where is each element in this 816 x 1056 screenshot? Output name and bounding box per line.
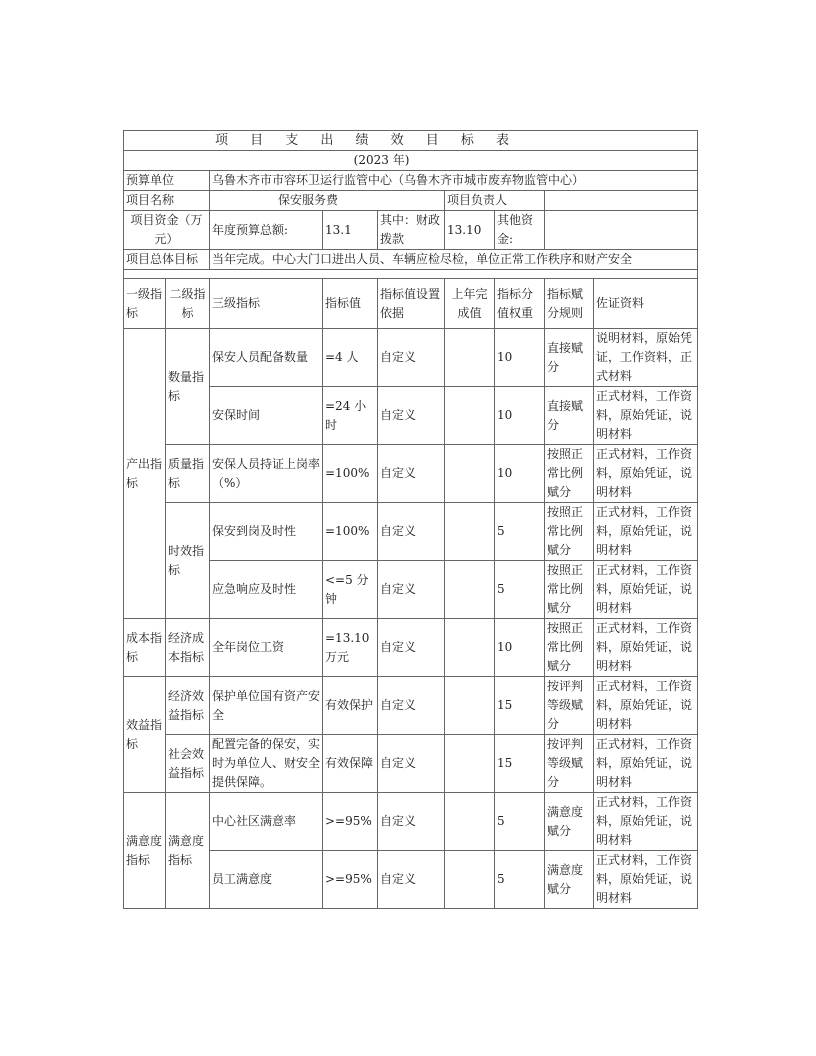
row-indicator: 中心社区满意率 <box>210 793 323 851</box>
fiscal-label: 其中：财政拨款 <box>378 211 445 250</box>
row-value: =24 小时 <box>323 387 378 445</box>
annual-budget-label: 年度预算总额: <box>210 211 323 250</box>
row-last-year <box>445 387 495 445</box>
other-funds-value <box>545 211 698 250</box>
budget-unit-row <box>124 171 698 191</box>
table-row <box>124 329 698 387</box>
project-name-label: 项目名称 <box>124 191 210 211</box>
row-indicator: 全年岗位工资 <box>210 619 323 677</box>
row-value: >=95% <box>323 793 378 851</box>
group-output: 产出指标 <box>124 329 166 619</box>
group-cost: 成本指标 <box>124 619 166 677</box>
row-indicator: 应急响应及时性 <box>210 561 323 619</box>
budget-unit-label: 预算单位 <box>124 171 210 191</box>
group-satisfaction: 满意度指标 <box>124 793 166 909</box>
performance-target-table-page <box>123 130 697 909</box>
row-weight: 10 <box>495 445 545 503</box>
row-value: >=95% <box>323 851 378 909</box>
project-leader-label: 项目负责人 <box>445 191 545 211</box>
row-value: =13.10 万元 <box>323 619 378 677</box>
table-row <box>124 561 698 619</box>
row-basis: 自定义 <box>378 561 445 619</box>
row-basis: 自定义 <box>378 503 445 561</box>
row-basis: 自定义 <box>378 619 445 677</box>
group-quantity: 数量指标 <box>166 329 210 445</box>
row-rule: 按照正常比例赋分 <box>545 503 594 561</box>
table-row <box>124 387 698 445</box>
row-rule: 按评判等级赋分 <box>545 677 594 735</box>
annual-budget-value: 13.1 <box>323 211 378 250</box>
row-rule: 满意度赋分 <box>545 851 594 909</box>
row-last-year <box>445 445 495 503</box>
funds-label: 项目资金（万元） <box>124 211 210 250</box>
row-indicator: 员工满意度 <box>210 851 323 909</box>
header-last-year: 上年完成值 <box>445 279 495 329</box>
row-weight: 15 <box>495 677 545 735</box>
row-weight: 15 <box>495 735 545 793</box>
table-row <box>124 619 698 677</box>
row-last-year <box>445 793 495 851</box>
row-rule: 满意度赋分 <box>545 793 594 851</box>
row-weight: 10 <box>495 329 545 387</box>
header-level3: 三级指标 <box>210 279 323 329</box>
fiscal-value: 13.10 <box>445 211 495 250</box>
group-quality: 质量指标 <box>166 445 210 503</box>
row-weight: 5 <box>495 793 545 851</box>
header-row <box>124 279 698 329</box>
header-basis: 指标值设置依据 <box>378 279 445 329</box>
table-row <box>124 793 698 851</box>
table-row <box>124 735 698 793</box>
row-evidence: 正式材料，工作资料，原始凭证，说明材料 <box>594 503 698 561</box>
header-evidence: 佐证资料 <box>594 279 698 329</box>
row-basis: 自定义 <box>378 793 445 851</box>
row-evidence: 正式材料，工作资料，原始凭证，说明材料 <box>594 619 698 677</box>
project-name-value: 保安服务费 <box>210 191 445 211</box>
year-row <box>124 151 698 171</box>
overall-goal-value: 当年完成。中心大门口进出人员、车辆应检尽检，单位正常工作秩序和财产安全 <box>210 250 698 270</box>
row-last-year <box>445 329 495 387</box>
row-weight: 5 <box>495 561 545 619</box>
header-value: 指标值 <box>323 279 378 329</box>
row-indicator: 保安到岗及时性 <box>210 503 323 561</box>
row-evidence: 正式材料，工作资料，原始凭证，说明材料 <box>594 851 698 909</box>
row-evidence: 正式材料，工作资料，原始凭证，说明材料 <box>594 735 698 793</box>
row-value: 有效保障 <box>323 735 378 793</box>
row-basis: 自定义 <box>378 851 445 909</box>
row-last-year <box>445 619 495 677</box>
row-value: =100% <box>323 445 378 503</box>
row-basis: 自定义 <box>378 735 445 793</box>
header-weight: 指标分值权重 <box>495 279 545 329</box>
performance-target-table <box>123 130 698 909</box>
row-value: <=5 分钟 <box>323 561 378 619</box>
group-economic-benefit: 经济效益指标 <box>166 677 210 735</box>
row-evidence: 正式材料，工作资料，原始凭证，说明材料 <box>594 561 698 619</box>
overall-goal-label: 项目总体目标 <box>124 250 210 270</box>
row-last-year <box>445 503 495 561</box>
row-weight: 10 <box>495 387 545 445</box>
overall-goal-row <box>124 250 698 270</box>
group-benefit: 效益指标 <box>124 677 166 793</box>
row-evidence: 说明材料，原始凭证，工作资料，正式材料 <box>594 329 698 387</box>
row-value: =4 人 <box>323 329 378 387</box>
blank-row <box>124 270 698 279</box>
header-rule: 指标赋分规则 <box>545 279 594 329</box>
row-evidence: 正式材料，工作资料，原始凭证，说明材料 <box>594 677 698 735</box>
row-indicator: 安保人员持证上岗率（%） <box>210 445 323 503</box>
funds-row <box>124 211 698 250</box>
row-value: 有效保护 <box>323 677 378 735</box>
table-row <box>124 445 698 503</box>
row-basis: 自定义 <box>378 677 445 735</box>
group-satisfaction-level2: 满意度指标 <box>166 793 210 909</box>
budget-unit-value: 乌鲁木齐市市容环卫运行监管中心（乌鲁木齐市城市废弃物监管中心） <box>210 171 698 191</box>
row-value: =100% <box>323 503 378 561</box>
row-rule: 按评判等级赋分 <box>545 735 594 793</box>
row-rule: 按照正常比例赋分 <box>545 619 594 677</box>
table-row <box>124 677 698 735</box>
title-row <box>124 131 698 151</box>
row-basis: 自定义 <box>378 387 445 445</box>
other-funds-label: 其他资金: <box>495 211 545 250</box>
row-last-year <box>445 561 495 619</box>
row-last-year <box>445 735 495 793</box>
row-weight: 5 <box>495 851 545 909</box>
project-name-row <box>124 191 698 211</box>
group-economic-cost: 经济成本指标 <box>166 619 210 677</box>
table-row <box>124 503 698 561</box>
row-basis: 自定义 <box>378 445 445 503</box>
row-weight: 5 <box>495 503 545 561</box>
header-level1: 一级指标 <box>124 279 166 329</box>
row-rule: 直接赋分 <box>545 387 594 445</box>
row-rule: 直接赋分 <box>545 329 594 387</box>
row-rule: 按照正常比例赋分 <box>545 561 594 619</box>
row-indicator: 保安人员配备数量 <box>210 329 323 387</box>
header-level2: 二级指标 <box>166 279 210 329</box>
row-evidence: 正式材料，工作资料，原始凭证，说明材料 <box>594 445 698 503</box>
row-last-year <box>445 851 495 909</box>
group-social-benefit: 社会效益指标 <box>166 735 210 793</box>
table-title: 项 目 支 出 绩 效 目 标 表 <box>124 131 698 151</box>
row-indicator: 配置完备的保安，实时为单位人、财安全提供保障。 <box>210 735 323 793</box>
row-rule: 按照正常比例赋分 <box>545 445 594 503</box>
row-evidence: 正式材料，工作资料，原始凭证，说明材料 <box>594 793 698 851</box>
table-row <box>124 851 698 909</box>
table-year: (2023 年) <box>124 151 698 171</box>
row-basis: 自定义 <box>378 329 445 387</box>
row-weight: 10 <box>495 619 545 677</box>
row-last-year <box>445 677 495 735</box>
row-indicator: 保护单位国有资产安全 <box>210 677 323 735</box>
row-indicator: 安保时间 <box>210 387 323 445</box>
project-leader-value <box>545 191 698 211</box>
group-timeliness: 时效指标 <box>166 503 210 619</box>
row-evidence: 正式材料，工作资料，原始凭证，说明材料 <box>594 387 698 445</box>
